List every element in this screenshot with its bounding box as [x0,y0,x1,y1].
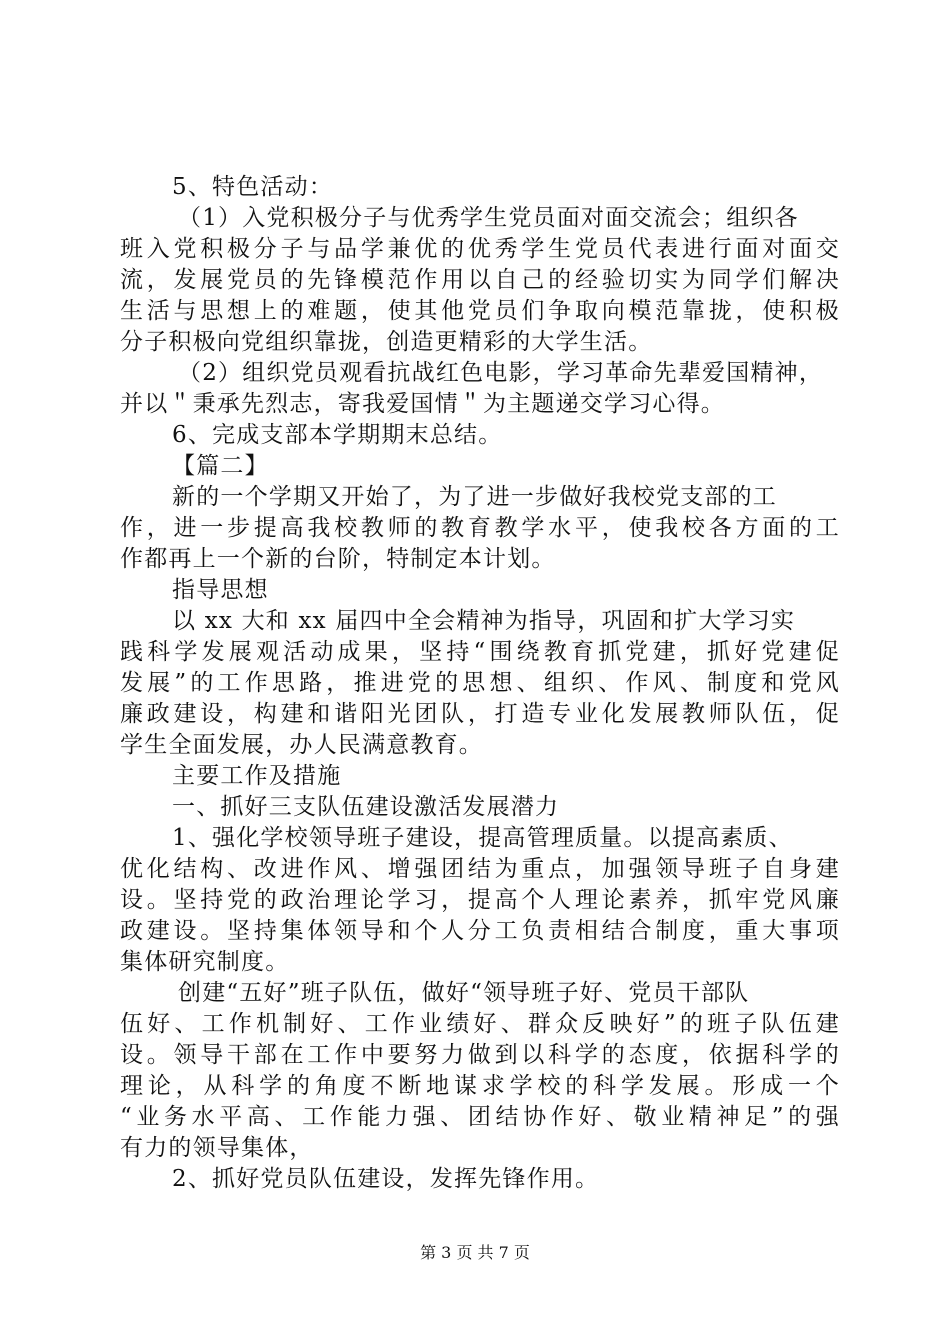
paragraph-line: 政建设。坚持集体领导和个人分工负责相结合制度，重大事项 [120,918,840,944]
paragraph-line: “业务水平高、工作能力强、团结协作好、敬业精神足”的强 [120,1104,840,1130]
page-number-footer: 第 3 页 共 7 页 [420,1243,530,1262]
paragraph-line: （1）入党积极分子与优秀学生党员面对面交流会；组织各 [178,205,799,231]
paragraph-line: （2）组织党员观看抗战红色电影，学习革命先辈爱国精神， [178,360,824,386]
section-heading: 【篇二】 [172,453,269,479]
paragraph-line: 以 xx 大和 xx 届四中全会精神为指导，巩固和扩大学习实 [172,608,796,634]
paragraph-line: 优化结构、改进作风、增强团结为重点，加强领导班子自身建 [120,856,840,882]
paragraph-line: 践科学发展观活动成果，坚持“围绕教育抓党建，抓好党建促 [120,639,840,665]
paragraph-line: 集体研究制度。 [120,949,290,975]
paragraph-line: 伍好、工作机制好、工作业绩好、群众反映好”的班子队伍建 [120,1011,840,1037]
paragraph-line: 有力的领导集体， [120,1135,314,1161]
paragraph-line: 生活与思想上的难题，使其他党员们争取向模范靠拢，使积极 [120,298,840,324]
document-body [120,172,840,1195]
paragraph-line: 设。领导干部在工作中要努力做到以科学的态度，依据科学的 [120,1042,840,1068]
section-heading: 一、抓好三支队伍建设激活发展潜力 [172,794,560,820]
paragraph-line: 作都再上一个新的台阶，特制定本计划。 [120,546,556,572]
paragraph-line: 新的一个学期又开始了，为了进一步做好我校党支部的工 [172,484,777,510]
paragraph-line: 理论，从科学的角度不断地谋求学校的科学发展。形成一个 [120,1073,840,1099]
paragraph-line: 流，发展党员的先锋模范作用以自己的经验切实为同学们解决 [120,267,840,293]
paragraph-line: 分子积极向党组织靠拢，创造更精彩的大学生活。 [120,329,653,355]
paragraph-line: 6、完成支部本学期期末总结。 [172,422,503,448]
paragraph-line: 2、抓好党员队伍建设，发挥先锋作用。 [172,1166,600,1192]
paragraph-line: 发展”的工作思路，推进党的思想、组织、作风、制度和党风 [120,670,840,696]
paragraph-line: 1、强化学校领导班子建设，提高管理质量。以提高素质、 [172,825,793,851]
section-heading: 指导思想 [172,577,269,603]
paragraph-line: 廉政建设，构建和谐阳光团队，打造专业化发展教师队伍，促 [120,701,840,727]
section-heading: 主要工作及措施 [172,763,342,789]
paragraph-line: 班入党积极分子与品学兼优的优秀学生党员代表进行面对面交 [120,236,840,262]
paragraph-line: 并以＂秉承先烈志，寄我爱国情＂为主题递交学习心得。 [120,391,725,417]
paragraph-line: 作，进一步提高我校教师的教育教学水平，使我校各方面的工 [120,515,840,541]
paragraph-line: 学生全面发展，办人民满意教育。 [120,732,483,758]
paragraph-line: 创建“五好”班子队伍，做好“领导班子好、党员干部队 [178,980,750,1006]
paragraph-line: 5、特色活动： [172,174,334,200]
paragraph-line: 设。坚持党的政治理论学习，提高个人理论素养，抓牢党风廉 [120,887,840,913]
